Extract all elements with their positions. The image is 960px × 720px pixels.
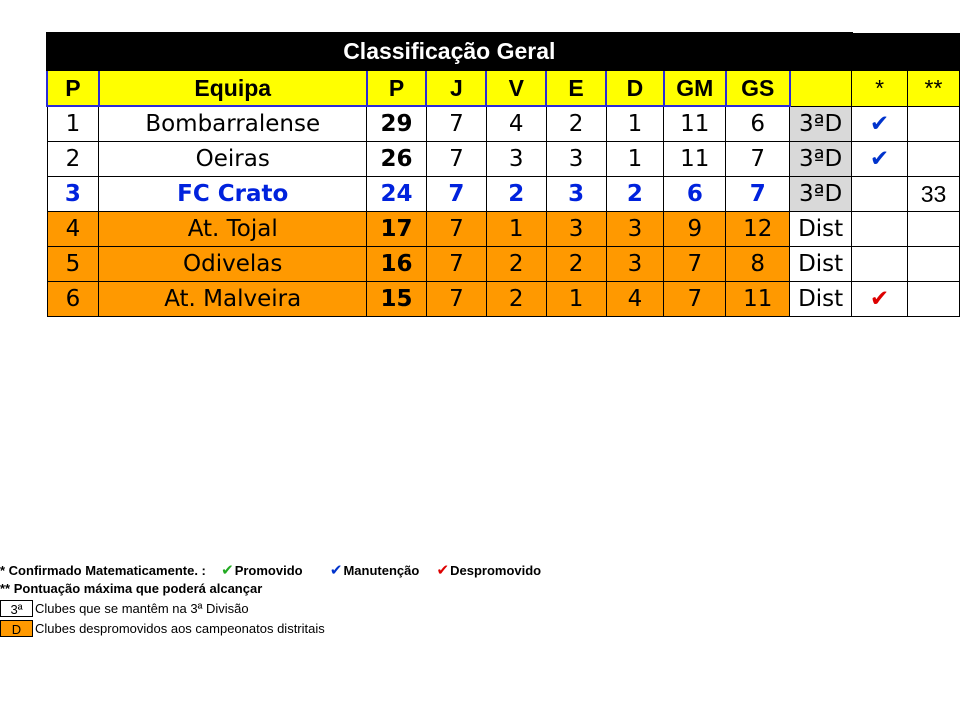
row-division: Dist bbox=[790, 212, 852, 247]
header-division bbox=[790, 70, 852, 106]
row-draws: 2 bbox=[546, 247, 606, 282]
legend-swatch-third: 3ª bbox=[0, 600, 33, 617]
row-mark bbox=[852, 212, 908, 247]
header-goals-for: GM bbox=[664, 70, 726, 106]
legend-max-points: ** Pontuação máxima que poderá alcançar bbox=[0, 581, 263, 596]
title-row bbox=[47, 33, 960, 70]
row-draws: 3 bbox=[546, 142, 606, 177]
row-points: 24 bbox=[367, 177, 427, 212]
legend-district-text: Clubes despromovidos aos campeonatos distritais bbox=[35, 620, 325, 636]
row-division: Dist bbox=[790, 247, 852, 282]
row-losses: 3 bbox=[606, 212, 664, 247]
legend-maintained: Manutenção bbox=[343, 563, 420, 578]
row-max-points bbox=[907, 282, 959, 317]
row-draws: 2 bbox=[546, 106, 606, 142]
row-draws: 3 bbox=[546, 177, 606, 212]
header-draws: E bbox=[546, 70, 606, 106]
legend-third-text: Clubes que se mantêm na 3ª Divisão bbox=[35, 600, 249, 616]
row-losses: 4 bbox=[606, 282, 664, 317]
row-wins: 2 bbox=[486, 282, 546, 317]
row-position: 2 bbox=[47, 142, 99, 177]
row-division: 3ªD bbox=[790, 177, 852, 212]
row-wins: 1 bbox=[486, 212, 546, 247]
standings-body bbox=[47, 106, 960, 317]
row-wins: 4 bbox=[486, 106, 546, 142]
row-max-points bbox=[907, 142, 959, 177]
legend-row-district bbox=[0, 619, 325, 637]
row-losses: 2 bbox=[606, 177, 664, 212]
row-points: 17 bbox=[367, 212, 427, 247]
row-points: 16 bbox=[367, 247, 427, 282]
row-played: 7 bbox=[426, 212, 486, 247]
table-row bbox=[47, 177, 960, 212]
row-goals-against: 7 bbox=[726, 177, 790, 212]
row-team: At. Malveira bbox=[99, 282, 367, 317]
row-played: 7 bbox=[426, 282, 486, 317]
row-division: 3ªD bbox=[790, 106, 852, 142]
row-team: Odivelas bbox=[99, 247, 367, 282]
row-goals-for: 6 bbox=[664, 177, 726, 212]
header-goals-against: GS bbox=[726, 70, 790, 106]
legend-relegated: Despromovido bbox=[450, 563, 542, 578]
row-max-points bbox=[907, 247, 959, 282]
row-position: 6 bbox=[47, 282, 99, 317]
row-max-points: 33 bbox=[907, 177, 959, 212]
row-position: 5 bbox=[47, 247, 99, 282]
row-division: 3ªD bbox=[790, 142, 852, 177]
row-mark bbox=[852, 177, 908, 212]
header-confirmed: * bbox=[852, 70, 908, 106]
row-losses: 1 bbox=[606, 142, 664, 177]
row-team: FC Crato bbox=[99, 177, 367, 212]
row-wins: 3 bbox=[486, 142, 546, 177]
check-blue-icon: ✔ bbox=[329, 562, 343, 579]
row-wins: 2 bbox=[486, 177, 546, 212]
row-goals-for: 11 bbox=[664, 106, 726, 142]
header-position: P bbox=[47, 70, 99, 106]
row-wins: 2 bbox=[486, 247, 546, 282]
header-played: J bbox=[426, 70, 486, 106]
table-row bbox=[47, 212, 960, 247]
row-losses: 1 bbox=[606, 106, 664, 142]
row-team: Oeiras bbox=[99, 142, 367, 177]
row-played: 7 bbox=[426, 106, 486, 142]
check-green-icon: ✔ bbox=[221, 562, 234, 579]
table-row bbox=[47, 282, 960, 317]
header-losses: D bbox=[606, 70, 664, 106]
row-position: 4 bbox=[47, 212, 99, 247]
row-team: At. Tojal bbox=[99, 212, 367, 247]
row-losses: 3 bbox=[606, 247, 664, 282]
table-row bbox=[47, 142, 960, 177]
row-played: 7 bbox=[426, 247, 486, 282]
header-points: P bbox=[367, 70, 427, 106]
row-goals-for: 7 bbox=[664, 282, 726, 317]
row-points: 15 bbox=[367, 282, 427, 317]
row-goals-for: 7 bbox=[664, 247, 726, 282]
header-wins: V bbox=[486, 70, 546, 106]
row-draws: 1 bbox=[546, 282, 606, 317]
row-position: 1 bbox=[47, 106, 99, 142]
row-goals-against: 6 bbox=[726, 106, 790, 142]
row-draws: 3 bbox=[546, 212, 606, 247]
table-row bbox=[47, 106, 960, 142]
check-icon: ✔ bbox=[852, 282, 908, 317]
row-max-points bbox=[907, 106, 959, 142]
row-goals-for: 11 bbox=[664, 142, 726, 177]
row-goals-against: 12 bbox=[726, 212, 790, 247]
legend-promoted: Promovido bbox=[234, 563, 303, 578]
row-goals-against: 8 bbox=[726, 247, 790, 282]
row-goals-against: 11 bbox=[726, 282, 790, 317]
row-mark bbox=[852, 247, 908, 282]
header-row bbox=[47, 70, 960, 106]
title-filler bbox=[852, 33, 960, 70]
row-points: 29 bbox=[367, 106, 427, 142]
standings-table bbox=[46, 32, 960, 317]
header-max-points: ** bbox=[907, 70, 959, 106]
row-goals-against: 7 bbox=[726, 142, 790, 177]
row-goals-for: 9 bbox=[664, 212, 726, 247]
table-row bbox=[47, 247, 960, 282]
legend-confirmed-text: * Confirmado Matematicamente. : bbox=[0, 563, 206, 578]
row-points: 26 bbox=[367, 142, 427, 177]
row-team: Bombarralense bbox=[99, 106, 367, 142]
row-max-points bbox=[907, 212, 959, 247]
legend-confirmed bbox=[0, 561, 541, 579]
row-position: 3 bbox=[47, 177, 99, 212]
legend-row-third bbox=[0, 599, 249, 617]
row-played: 7 bbox=[426, 142, 486, 177]
check-icon: ✔ bbox=[852, 142, 908, 177]
legend-swatch-district: D bbox=[0, 620, 33, 637]
check-red-icon: ✔ bbox=[436, 562, 450, 579]
table-title: Classificação Geral bbox=[47, 33, 852, 70]
row-played: 7 bbox=[426, 177, 486, 212]
row-division: Dist bbox=[790, 282, 852, 317]
header-team: Equipa bbox=[99, 70, 367, 106]
check-icon: ✔ bbox=[852, 106, 908, 142]
